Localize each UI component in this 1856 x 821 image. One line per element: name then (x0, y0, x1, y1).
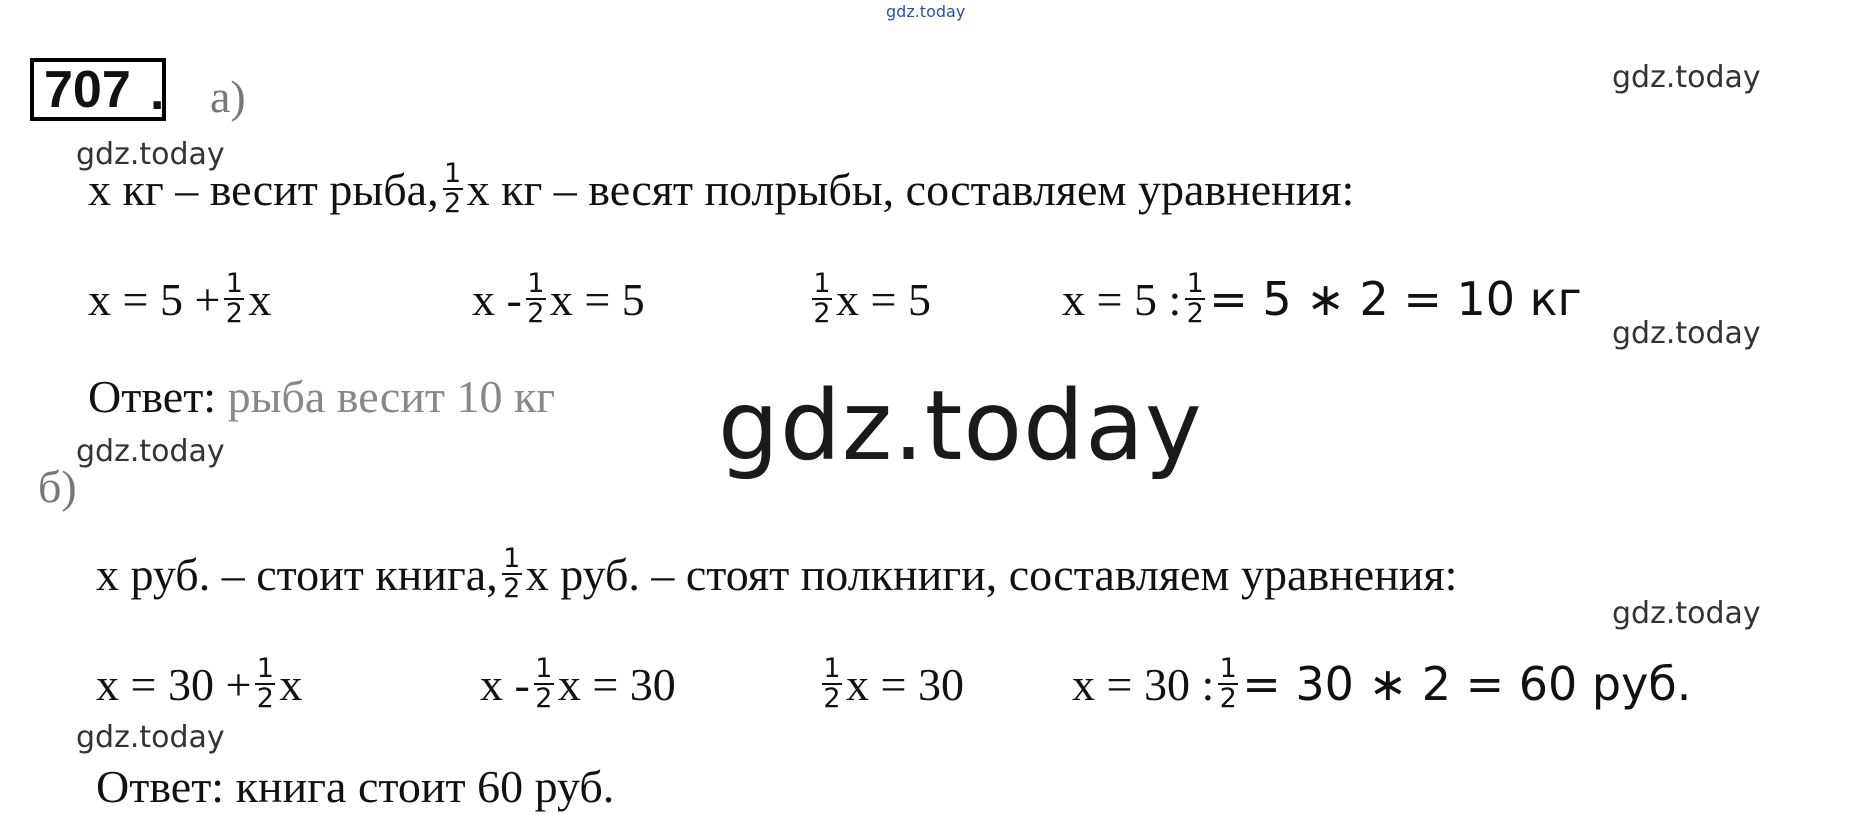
part-a-intro (88, 160, 1354, 218)
watermark: gdz.today (1612, 60, 1761, 95)
part-a-equation-4: х = 5 : $\frac{1}{2}$ = 5 ∗ 2 = 10 кг (1062, 268, 1582, 329)
part-a-equation-3: $\frac{1}{2}$ х = 5 (813, 268, 931, 329)
fraction-one-half: $\frac{1}{2}$ (256, 653, 274, 714)
part-b-equation-4: х = 30 : $\frac{1}{2}$ = 30 ∗ 2 = 60 руб. (1072, 653, 1692, 714)
watermark: gdz.today (1612, 596, 1761, 631)
problem-number-dot: . (150, 63, 165, 121)
watermark: gdz.today (1612, 316, 1761, 351)
fraction-one-half: $\frac{1}{2}$ (503, 543, 521, 604)
part-a-label: а) (210, 71, 246, 122)
fraction-one-half: $\frac{1}{2}$ (1186, 268, 1204, 329)
watermark-large: gdz.today (718, 370, 1203, 482)
intro-text: х кг – весит рыба, (88, 163, 439, 215)
part-b-equation-2: х - $\frac{1}{2}$ х = 30 (480, 653, 676, 714)
watermark: gdz.today (76, 434, 225, 469)
part-a-answer: Ответ: рыба весит 10 кг (88, 371, 556, 422)
part-b-label: б) (38, 461, 77, 512)
part-a-equation-2: х - $\frac{1}{2}$ х = 5 (472, 268, 645, 329)
fraction-one-half: $\frac{1}{2}$ (444, 158, 462, 219)
part-a-equation-1: х = 5 + $\frac{1}{2}$ х (88, 268, 272, 329)
fraction-one-half: $\frac{1}{2}$ (535, 653, 553, 714)
watermark-top: gdz.today (886, 2, 966, 21)
problem-number: 707 (44, 61, 131, 119)
part-b-answer: Ответ: книга стоит 60 руб. (96, 761, 615, 812)
part-b-intro: х руб. – стоит книга, $\frac{1}{2}$ х руб. – стоят полкниги, составляем уравнения: (96, 543, 1458, 604)
watermark: gdz.today (76, 720, 225, 755)
problem-number-box (30, 58, 166, 121)
part-b-equation-3: $\frac{1}{2}$ х = 30 (823, 653, 964, 714)
fraction-one-half: $\frac{1}{2}$ (527, 268, 545, 329)
watermark: gdz.today (76, 137, 225, 172)
fraction-one-half: $\frac{1}{2}$ (1219, 653, 1237, 714)
fraction-one-half: $\frac{1}{2}$ (823, 653, 841, 714)
fraction-one-half: $\frac{1}{2}$ (225, 268, 243, 329)
fraction-one-half: $\frac{1}{2}$ (813, 268, 831, 329)
part-b-equation-1: х = 30 + $\frac{1}{2}$ х (96, 653, 303, 714)
intro-text: х кг – весят полрыбы, составляем уравнения: (466, 163, 1355, 215)
